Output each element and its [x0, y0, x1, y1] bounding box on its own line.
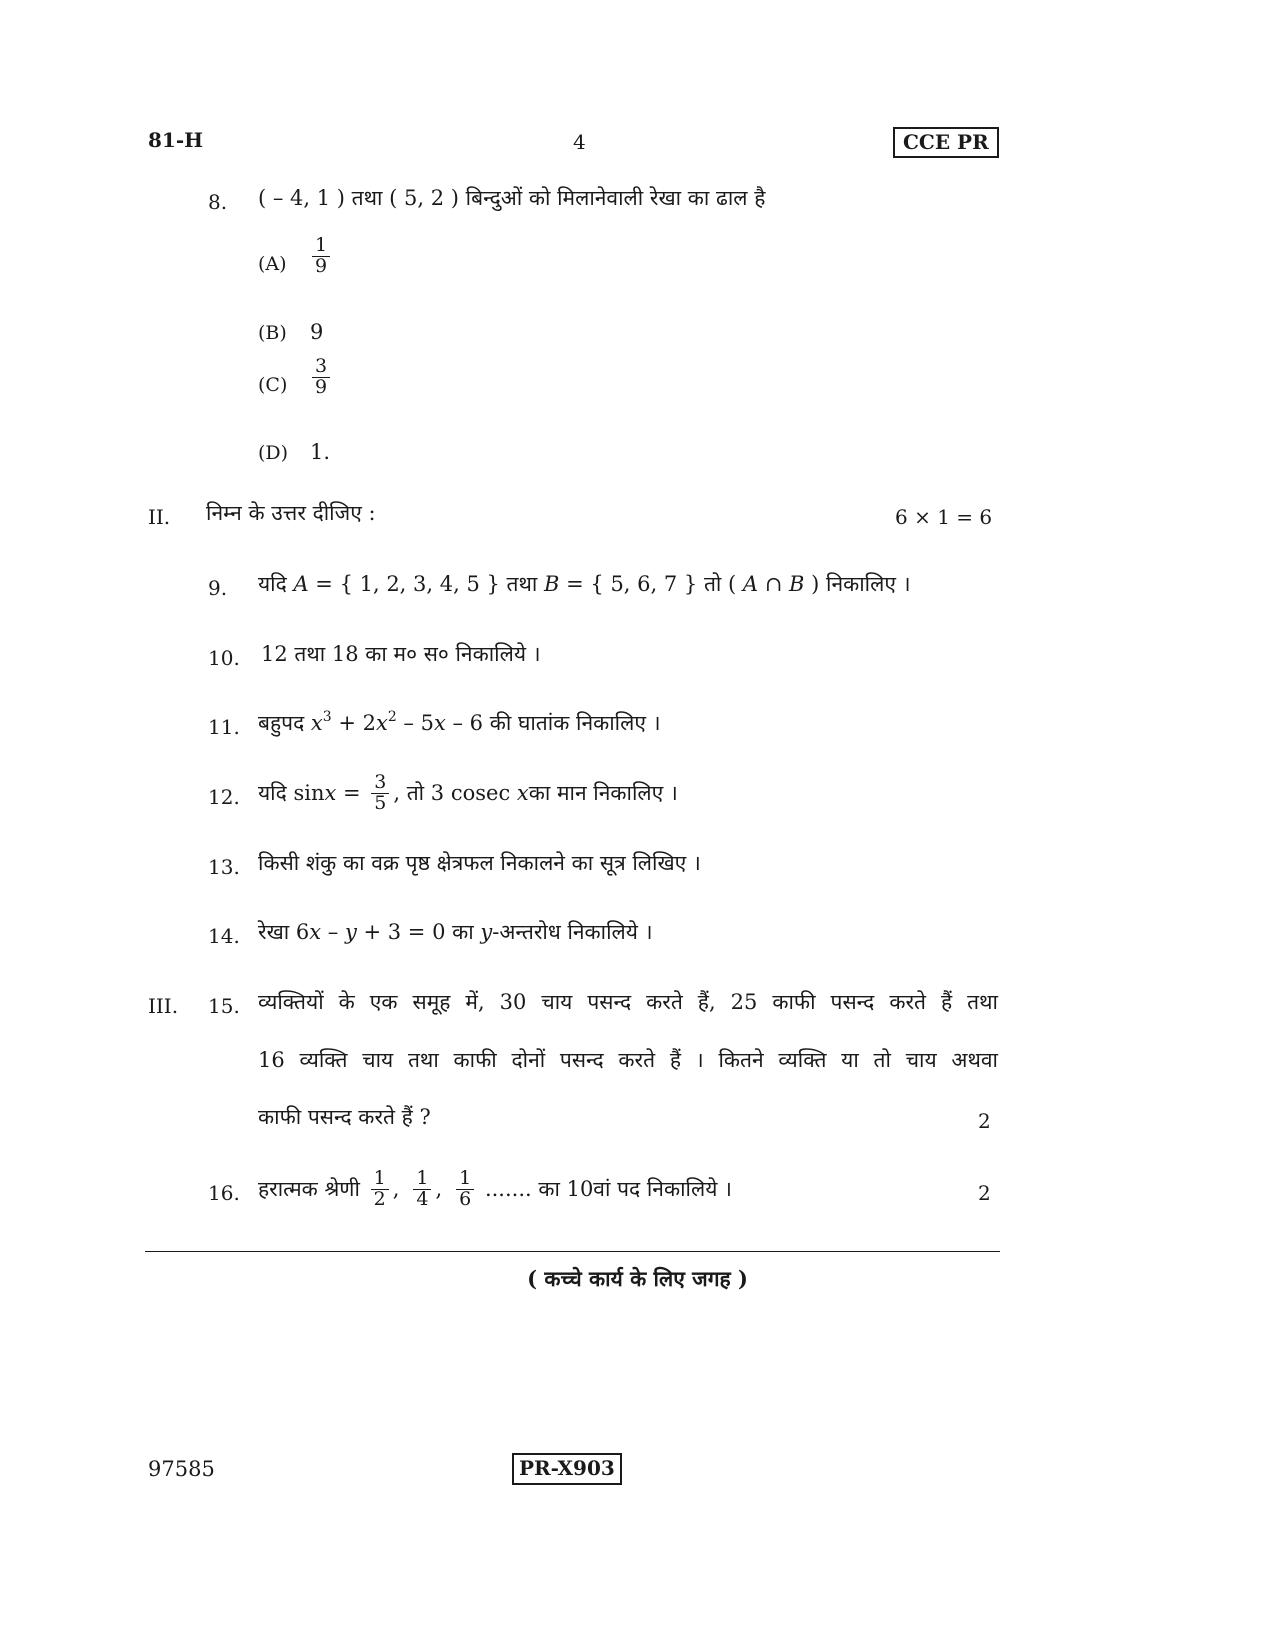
option-d-value: 1. [310, 440, 331, 464]
text-part: – 5 [396, 711, 434, 735]
exponent: 2 [387, 709, 397, 725]
question-15-line-2: 16 व्यक्ति चाय तथा काफी दोनों पसन्द करते हैं । कितने व्यक्ति या तो चाय अथवा [258, 1048, 998, 1072]
variable-y: y [480, 920, 493, 944]
rough-work-heading: ( कच्चे कार्य के लिए जगह ) [527, 1266, 748, 1291]
section-3-numeral: III. [148, 994, 179, 1018]
fraction [371, 770, 389, 814]
text-part: यदि [258, 572, 294, 596]
text-part: का मान निकालिए । [528, 780, 678, 805]
variable-y: y [344, 920, 357, 944]
page-number: 4 [573, 130, 586, 154]
set-a: A [742, 572, 759, 596]
question-16-number: 16. [208, 1181, 240, 1205]
variable-x: x [516, 780, 529, 805]
question-13-text: किसी शंकु का वक्र पृष्ठ क्षेत्रफल निकालने का सूत्र लिखिए । [258, 851, 701, 875]
text-part: + 3 = 0 का [356, 920, 481, 944]
text-part: ....... का 10वां पद निकालिये । [478, 1176, 733, 1201]
fraction-numerator: 3 [374, 770, 387, 793]
divider-line [145, 1251, 1000, 1252]
text-part: = { 5, 6, 7 } तो ( [559, 572, 743, 596]
question-15-line-3: काफी पसन्द करते हैं ? [258, 1105, 431, 1129]
variable-x: x [375, 711, 388, 735]
question-14-number: 14. [208, 924, 240, 948]
variable-x: x [324, 780, 337, 805]
fraction [312, 357, 330, 398]
fraction-denominator: 9 [312, 377, 330, 398]
text-part: , तो 3 cosec [393, 780, 517, 805]
option-c-value [308, 357, 334, 398]
question-16-marks: 2 [978, 1181, 991, 1205]
question-9-number: 9. [208, 576, 228, 600]
equals-sign: = [336, 780, 368, 805]
question-14-text [258, 922, 653, 943]
footer-serial-number: 97585 [148, 1457, 215, 1481]
option-a-value [308, 236, 334, 277]
variable-x: x [433, 711, 446, 735]
question-8-text: ( – 4, 1 ) तथा ( 5, 2 ) बिन्दुओं को मिलानेवाली रेखा का ढाल है [258, 186, 766, 210]
question-11-number: 11. [208, 715, 240, 739]
question-16-text [258, 1164, 732, 1214]
question-12-number: 12. [208, 785, 240, 809]
fraction-numerator: 1 [373, 1166, 386, 1189]
option-b-value: 9 [310, 320, 324, 344]
fraction [456, 1166, 474, 1210]
paper-code: 81-H [148, 128, 204, 152]
question-10-text: 12 तथा 18 का म० स० निकालिये । [261, 642, 541, 666]
option-b-label: (B) [258, 322, 287, 344]
question-15-number: 15. [208, 994, 240, 1018]
variable-x: x [310, 711, 323, 735]
question-12-text [258, 768, 678, 818]
footer-paper-code: PR-X903 [512, 1453, 622, 1485]
option-a-label: (A) [258, 253, 287, 275]
fraction-denominator: 2 [371, 1189, 389, 1210]
question-8-number: 8. [208, 190, 228, 214]
fraction-numerator: 1 [459, 1166, 472, 1189]
set-a: A [293, 572, 309, 596]
text-part: – [321, 920, 345, 944]
text-part: + 2 [331, 711, 376, 735]
set-b: B [789, 572, 805, 596]
section-2-numeral: II. [148, 505, 171, 529]
question-11-text [258, 709, 661, 735]
text-part: बहुपद [258, 711, 311, 735]
fraction-numerator: 1 [315, 234, 328, 256]
question-13-number: 13. [208, 855, 240, 879]
fraction [371, 1166, 389, 1210]
question-9-text [258, 574, 911, 595]
set-b: B [544, 572, 560, 596]
exponent: 3 [322, 709, 332, 725]
fraction [312, 236, 330, 277]
text-part: यदि sin [258, 780, 325, 805]
fraction-numerator: 1 [416, 1166, 429, 1189]
section-2-marks: 6 × 1 = 6 [895, 505, 993, 529]
text-part: – 6 की घातांक निकालिए । [445, 711, 661, 735]
option-d-label: (D) [258, 442, 289, 464]
section-2-title: निम्न के उत्तर दीजिए : [206, 501, 376, 525]
text-part: = { 1, 2, 3, 4, 5 } तथा [308, 572, 545, 596]
fraction-denominator: 9 [312, 256, 330, 277]
text-part: हरात्मक श्रेणी [258, 1176, 367, 1201]
comma: , [435, 1176, 443, 1201]
fraction-denominator: 5 [371, 793, 389, 814]
question-10-number: 10. [208, 646, 240, 670]
comma: , [392, 1176, 400, 1201]
fraction-denominator: 6 [456, 1189, 474, 1210]
variable-x: x [309, 920, 322, 944]
text-part: ) निकालिए । [804, 572, 911, 596]
fraction-denominator: 4 [413, 1189, 431, 1210]
question-15-marks: 2 [978, 1109, 991, 1133]
option-c-label: (C) [258, 374, 288, 396]
fraction [413, 1166, 431, 1210]
paper-tag: CCE PR [893, 127, 999, 158]
text-part: रेखा 6 [258, 920, 310, 944]
question-15-line-1: व्यक्तियों के एक समूह में, 30 चाय पसन्द करते हैं, 25 काफी पसन्द करते हैं तथा [258, 990, 998, 1014]
fraction-numerator: 3 [315, 355, 328, 377]
intersection-symbol: ∩ [758, 572, 790, 596]
text-part: -अन्तरोध निकालिये । [492, 920, 653, 944]
